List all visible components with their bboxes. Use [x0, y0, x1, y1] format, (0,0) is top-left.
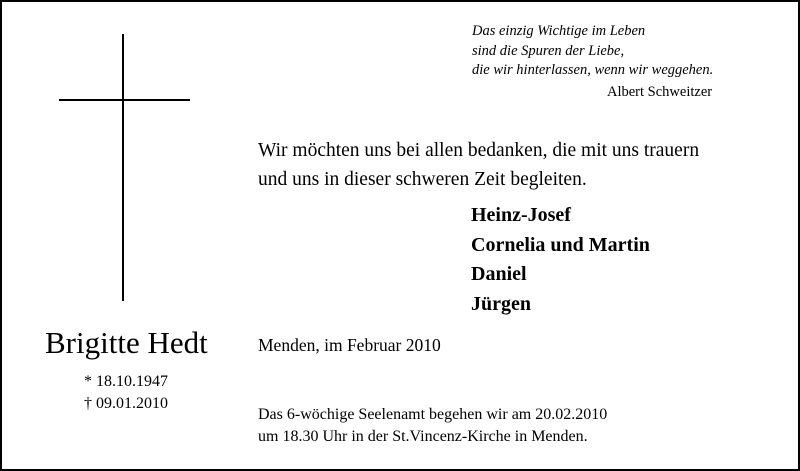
notice-line: Das 6-wöchige Seelenamt begehen wir am 20.02.2010 [258, 406, 608, 423]
memorial-service-notice [258, 404, 607, 448]
thanks-message [258, 136, 699, 194]
quote-line: sind die Spuren der Liebe, [472, 42, 625, 59]
quote-line: Das einzig Wichtige im Leben [472, 23, 646, 39]
mourners-list [471, 201, 650, 319]
mourner-name: Jürgen [471, 292, 531, 315]
cross-vertical-bar [122, 34, 124, 301]
thanks-line: und uns in dieser schweren Zeit begleiten. [258, 169, 587, 190]
quote-author: Albert Schweitzer [607, 84, 713, 100]
cross-horizontal-bar [59, 99, 190, 101]
mourner-name: Heinz-Josef [471, 204, 571, 226]
place-and-date: Menden, im Februar 2010 [258, 335, 441, 355]
birth-date: * 18.10.1947 [84, 373, 168, 390]
mourner-name: Daniel [471, 263, 527, 285]
quote-line: die wir hinterlassen, wenn wir weggehen. [472, 62, 714, 78]
life-dates [84, 371, 168, 415]
thanks-line: Wir möchten uns bei allen bedanken, die mit uns trauern [258, 140, 700, 161]
quote-block [472, 22, 713, 81]
death-date: † 09.01.2010 [84, 395, 168, 412]
notice-line: um 18.30 Uhr in der St.Vincenz-Kirche in Menden. [258, 428, 588, 445]
deceased-name: Brigitte Hedt [45, 325, 208, 360]
mourner-name: Cornelia und Martin [471, 233, 650, 256]
